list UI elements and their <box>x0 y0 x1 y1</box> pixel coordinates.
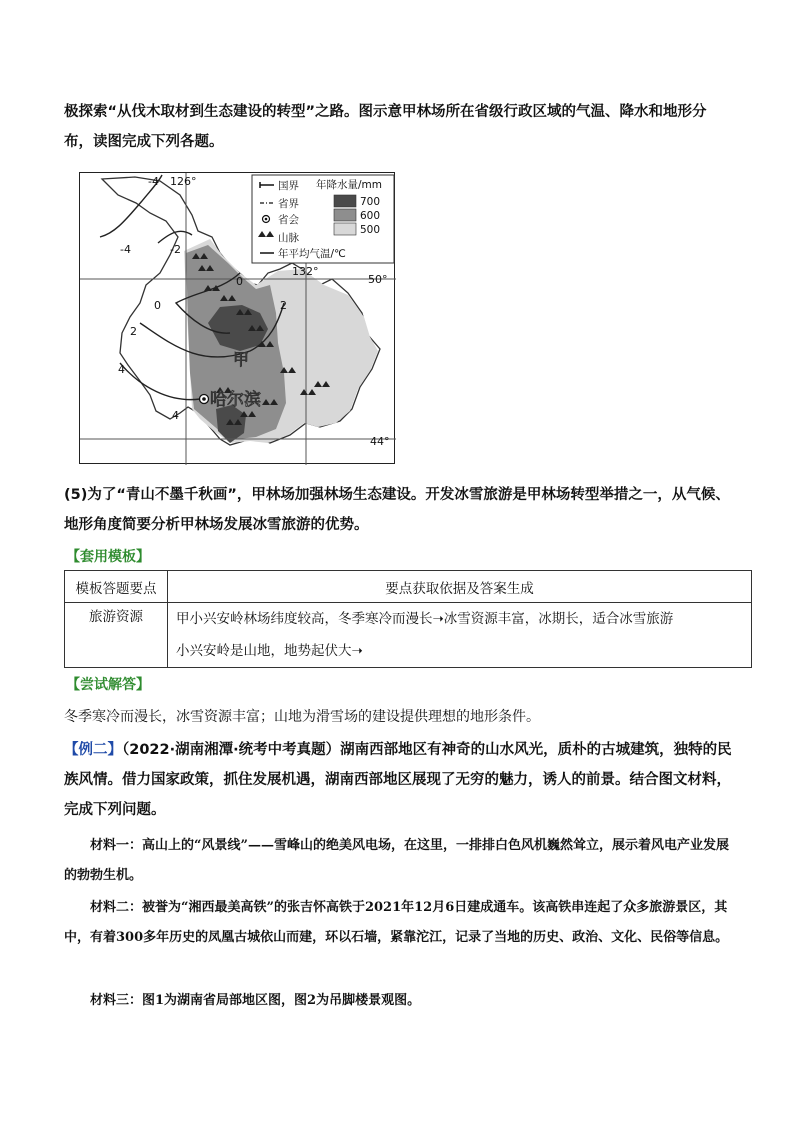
template-table <box>64 570 752 668</box>
intro-paragraph: 极探索“从伐木取材到生态建设的转型”之路。图示意甲林场所在省级行政区域的气温、降水和地形分布，读图完成下列各题。 <box>64 104 707 150</box>
label-temp-m2: -2 <box>170 243 181 256</box>
example-2-paragraph <box>64 735 734 825</box>
example-2-label: 【例二】 <box>64 742 122 758</box>
label-lat-50: 50° <box>368 273 388 286</box>
legend-mountain: 山脉 <box>278 232 299 244</box>
legend-swatch-500 <box>334 223 356 235</box>
label-lon-126: 126° <box>170 175 197 188</box>
legend-swatch-600 <box>334 209 356 221</box>
legend-country-border: 国界 <box>278 180 299 192</box>
table-line-2: 小兴安岭是山地，地势起伏大➝ <box>176 643 363 659</box>
legend-level-500: 500 <box>360 224 381 236</box>
map-figure <box>79 172 395 464</box>
attempt-answer: 冬季寒冷而漫长，冰雪资源丰富；山地为滑雪场的建设提供理想的地形条件。 <box>64 709 540 725</box>
table-header-basis: 要点获取依据及答案生成 <box>168 571 752 603</box>
map-svg <box>80 173 396 465</box>
label-temp-m4-a: -4 <box>148 175 159 188</box>
table-header-row <box>65 571 752 603</box>
label-forest-jia: 甲 <box>233 350 250 369</box>
label-temp-0-b: 0 <box>154 299 161 312</box>
legend-level-700: 700 <box>360 196 381 208</box>
example-2-text: 湖南西部地区有神奇的山水风光，质朴的古城建筑，独特的民族风情。借力国家政策，抓住发展机遇，湖南西部地区展现了无穷的魅力，诱人的前景。结合图文材料，完成下列问题。 <box>64 742 732 818</box>
legend-province-border: 省界 <box>278 198 299 210</box>
table-row <box>65 603 752 668</box>
label-temp-4-b: 4 <box>172 409 179 422</box>
label-lon-132: 132° <box>292 265 319 278</box>
label-temp-4-a: 4 <box>118 363 125 376</box>
label-temp-2-b: 2 <box>130 325 137 338</box>
table-cell-key: 旅游资源 <box>65 603 168 668</box>
label-temp-0-a: 0 <box>236 275 243 288</box>
section-template-title: 【套用模板】 <box>66 549 150 565</box>
material-1: 材料一：高山上的“风景线”——雪峰山的绝美风电场，在这里，一排排白色风机巍然耸立，展示着风电产业发展的勃勃生机。 <box>64 838 729 883</box>
table-header-key: 模板答题要点 <box>65 571 168 603</box>
legend-swatch-700 <box>334 195 356 207</box>
example-2-source: （2022·湖南湘潭·统考中考真题） <box>122 742 341 758</box>
table-line-1: 甲小兴安岭林场纬度较高，冬季寒冷而漫长➝冰雪资源丰富，冰期长，适合冰雪旅游 <box>176 611 674 627</box>
label-city-harbin: 哈尔滨 <box>210 390 261 410</box>
label-lat-44: 44° <box>370 435 390 448</box>
section-attempt-title: 【尝试解答】 <box>66 677 150 693</box>
table-cell-basis <box>168 603 752 668</box>
label-temp-2-a: 2 <box>280 299 287 312</box>
question-5: (5)为了“青山不墨千秋画”，甲林场加强林场生态建设。开发冰雪旅游是甲林场转型举措之一，从气候、地形角度简要分析甲林场发展冰雪旅游的优势。 <box>64 487 730 533</box>
material-2: 材料二：被誉为“湘西最美高铁”的张吉怀高铁于2021年12月6日建成通车。该高铁串连起了众多旅游景区，其中，有着300多年历史的凤凰古城依山而建，环以石墙，紧靠沱江，记录了当地的历史、政治、文化、民俗等信息。 <box>64 900 729 945</box>
legend-isotherm: 年平均气温/℃ <box>278 248 346 260</box>
label-temp-m4-b: -4 <box>120 243 131 256</box>
legend-level-600: 600 <box>360 210 381 222</box>
legend-capital: 省会 <box>278 214 299 226</box>
material-3: 材料三：图1为湖南省局部地区图，图2为吊脚楼景观图。 <box>90 993 421 1008</box>
legend-precip-title: 年降水量/mm <box>316 179 382 191</box>
